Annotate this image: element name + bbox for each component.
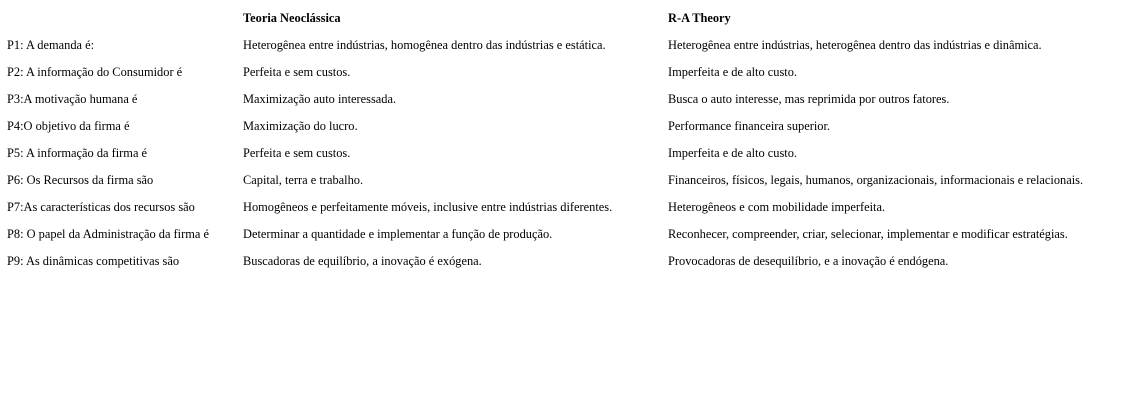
neoclassical-cell: Maximização do lucro.: [243, 119, 358, 133]
neoclassical-cell: Heterogênea entre indústrias, homogênea dentro das indústrias e estática.: [243, 38, 606, 52]
premise-cell: P2: A informação do Consumidor é: [7, 65, 183, 79]
header-empty: [4, 5, 240, 32]
table-row: [4, 140, 1143, 167]
neoclassical-cell: Capital, terra e trabalho.: [243, 173, 364, 187]
header-neoclassical: Teoria Neoclássica: [243, 11, 341, 25]
neoclassical-cell: Determinar a quantidade e implementar a função de produção.: [243, 227, 553, 241]
ra-theory-cell: Performance financeira superior.: [668, 119, 831, 133]
table-row: [4, 167, 1143, 194]
table-row: [4, 32, 1143, 59]
header-ra-theory: R-A Theory: [668, 11, 731, 25]
ra-theory-cell: Imperfeita e de alto custo.: [668, 65, 798, 79]
ra-theory-cell: Heterogêneos e com mobilidade imperfeita.: [668, 200, 886, 214]
neoclassical-cell: Buscadoras de equilíbrio, a inovação é exógena.: [243, 254, 482, 268]
neoclassical-cell: Homogêneos e perfeitamente móveis, inclusive entre indústrias diferentes.: [243, 200, 613, 214]
premise-cell: P6: Os Recursos da firma são: [7, 173, 154, 187]
ra-theory-cell: Reconhecer, compreender, criar, selecionar, implementar e modificar estratégias.: [668, 227, 1068, 241]
table-row: [4, 113, 1143, 140]
neoclassical-cell: Maximização auto interessada.: [243, 92, 397, 106]
ra-theory-cell: Provocadoras de desequilíbrio, e a inovação é endógena.: [668, 254, 949, 268]
table-row: [4, 248, 1143, 275]
premise-cell: P8: O papel da Administração da firma é: [7, 227, 209, 241]
comparison-table: [4, 5, 1143, 275]
premise-cell: P5: A informação da firma é: [7, 146, 148, 160]
table-row: [4, 86, 1143, 113]
ra-theory-cell: Heterogênea entre indústrias, heterogênea dentro das indústrias e dinâmica.: [668, 38, 1042, 52]
premise-cell: P7:As características dos recursos são: [7, 200, 195, 214]
neoclassical-cell: Perfeita e sem custos.: [243, 146, 351, 160]
table-row: [4, 59, 1143, 86]
premise-cell: P3:A motivação humana é: [7, 92, 138, 106]
table-row: [4, 221, 1143, 248]
ra-theory-cell: Financeiros, físicos, legais, humanos, organizacionais, informacionais e relacionais.: [668, 173, 1084, 187]
ra-theory-cell: Imperfeita e de alto custo.: [668, 146, 798, 160]
ra-theory-cell: Busca o auto interesse, mas reprimida por outros fatores.: [668, 92, 950, 106]
premise-cell: P1: A demanda é:: [7, 38, 95, 52]
table-row: [4, 194, 1143, 221]
neoclassical-cell: Perfeita e sem custos.: [243, 65, 351, 79]
header-row: [4, 5, 1143, 32]
premise-cell: P9: As dinâmicas competitivas são: [7, 254, 180, 268]
premise-cell: P4:O objetivo da firma é: [7, 119, 130, 133]
